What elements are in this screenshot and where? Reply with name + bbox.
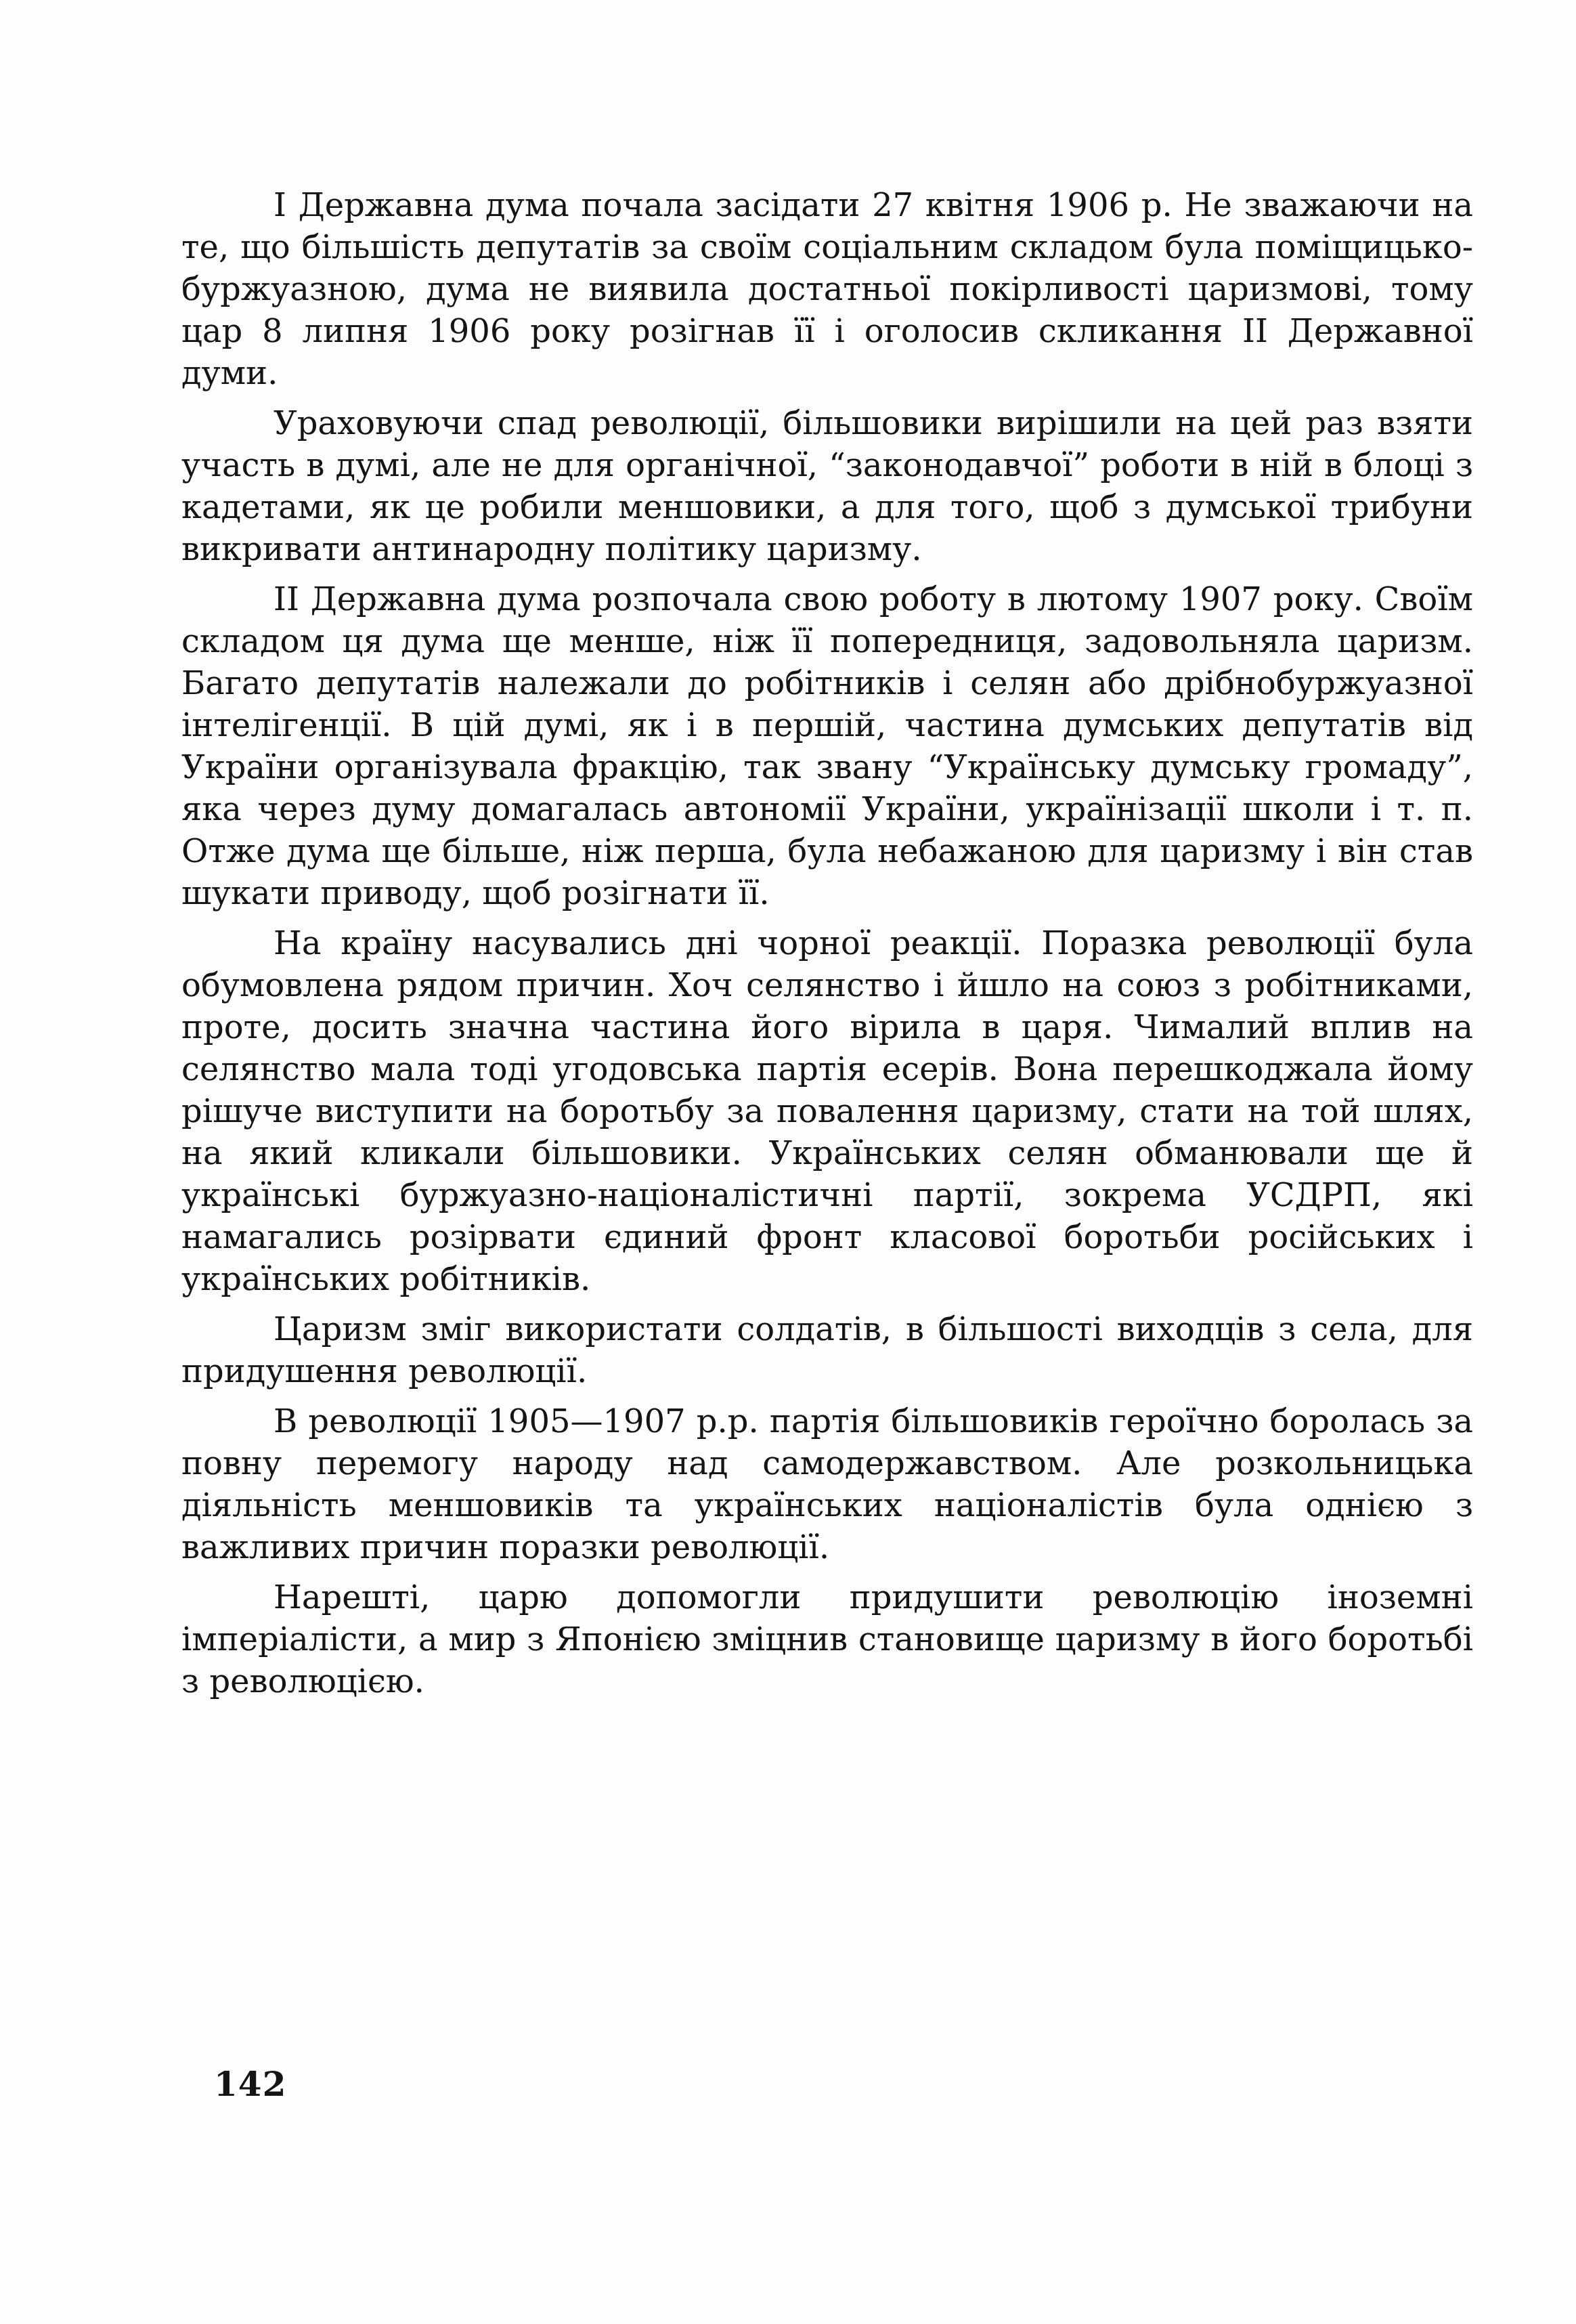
paragraph-revolution-1905-1907: В революції 1905—1907 р.р. партія більшовиків героїчно боролась за повну перемогу народу над самодержавством. Але розкольницька діяльність меншовиків та українських націоналістів була однією з важливих причин поразки революції. <box>181 1402 1473 1566</box>
body-text <box>181 184 1473 1702</box>
paragraph-second-duma: II Державна дума розпочала свою роботу в лютому 1907 року. Своїм складом ця дума ще менше, ніж її попередниця, задовольняла царизм. Багато депутатів належали до робітників і селян або дрібнобуржуазної інтелігенції. В цій думі, як і в першій, частина думських депутатів від України організувала фракцію, так звану “Українську думську громаду”, яка через думу домагалась автономії України, українізації школи і т. п. Отже дума ще більше, ніж перша, була небажаною для царизму і він став шукати приводу, щоб розігнати її. <box>181 580 1473 912</box>
paragraph-reaction: На країну насувались дні чорної реакції. Поразка революції була обумовлена рядом причин. Хоч селянство і йшло на союз з робітниками, проте, досить значна частина його вірила в царя. Чималий вплив на селянство мала тоді угодовська партія есерів. Вона перешкоджала йому рішуче виступити на боротьбу за повалення царизму, стати на той шлях, на який кликали більшовики. Українських селян обманювали ще й українські буржуазно-націоналістичні партії, зокрема УСДРП, які намагались розірвати єдиний фронт класової боротьби російських і українських робітників. <box>181 924 1473 1298</box>
paragraph-foreign-imperialists: Нарешті, царю допомогли придушити революцію іноземні імперіалісти, а мир з Японією зміцнив становище царизму в його боротьбі з революцією. <box>181 1578 1473 1700</box>
paragraph-soldiers: Царизм зміг використати солдатів, в більшості виходців з села, для придушення революції. <box>181 1310 1473 1390</box>
paragraph-first-duma: I Державна дума почала засідати 27 квітня 1906 р. Не зважаючи на те, що більшість депутатів за своїм соціальним складом була поміщицько-буржуазною, дума не виявила достатньої покірливості царизмові, тому цар 8 липня 1906 року розігнав її і оголосив скликання II Державної думи. <box>181 186 1473 392</box>
paragraph-bolshevik-participation: Ураховуючи спад революції, більшовики вирішили на цей раз взяти участь в думі, але не для органічної, “законодавчої” роботи в ній в блоці з кадетами, як це робили меншовики, а для того, щоб з думської трибуни викривати антинародну політику царизму. <box>181 404 1473 568</box>
page-number: 142 <box>214 2064 287 2104</box>
